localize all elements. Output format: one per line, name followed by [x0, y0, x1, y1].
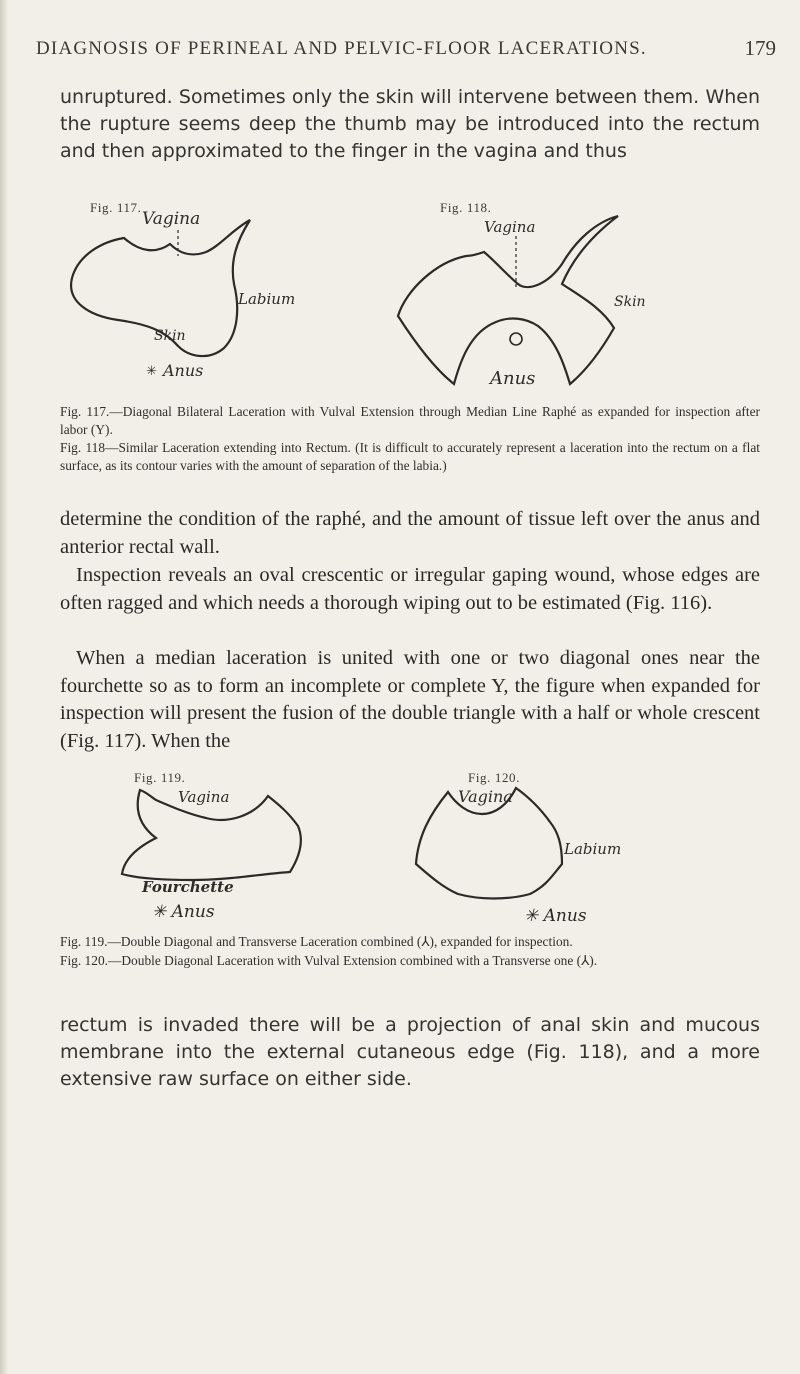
paragraph-2: determine the condition of the raphé, and the amount of tissue left over the anus and anterior rectal wall. [60, 508, 760, 558]
fig-119-anus-text: Anus [171, 902, 215, 922]
fig-118-label: Fig. 118. [440, 200, 492, 215]
fig-117-labium-text: Labium [238, 290, 296, 308]
fig-119-caption: Fig. 119.—Double Diagonal and Transverse Laceration combined (⅄), expanded for inspection. [60, 934, 573, 949]
fig-120-diagram [412, 786, 652, 906]
fig-118-caption: Fig. 118—Similar Laceration extending into Rectum. (It is difficult to accurately represent a laceration into the rectum on a flat surface, as its contour varies with the amount of separation of the labia.) [60, 440, 760, 473]
fig-118-anal-opening [510, 333, 522, 345]
fig-118-skin-text: Skin [614, 294, 646, 310]
fig-120-labium-text: Labium [564, 840, 622, 858]
fig-117-diagram [60, 209, 360, 402]
fig-117-label: Fig. 117. [90, 200, 142, 215]
paragraph-1: unruptured. Sometimes only the skin will intervene between them. When the rupture seems deep the thumb may be introduced into the rectum and then approximated to the finger in the vagina and thus [60, 86, 760, 162]
fig-119-label: Fig. 119. [134, 770, 186, 785]
fig-118-diagram [396, 212, 696, 402]
fig-119-anus-star-icon: ✳ [152, 902, 167, 922]
fig-117-skin-text: Skin [154, 328, 186, 344]
fig-120-anus-star-icon: ✳ [524, 906, 539, 926]
fig-120-anus-group [524, 906, 587, 926]
running-title: DIAGNOSIS OF PERINEAL AND PELVIC-FLOOR LACERATIONS. [36, 38, 647, 59]
paragraph-4: When a median laceration is united with one or two diagonal ones near the fourchette so as to form an incomplete or complete Y, the figure when expanded for inspection will present the fusion of the double triangle with a half or whole crescent (Fig. 117). When the [60, 647, 760, 752]
fig-120-anus-text: Anus [543, 906, 587, 926]
paragraph-5: rectum is invaded there will be a projection of anal skin and mucous membrane into the external cutaneous edge (Fig. 118), and a more extensive raw surface on either side. [60, 1014, 760, 1090]
fig-119-vagina-text: Vagina [178, 788, 230, 806]
fig-119-diagram [100, 786, 340, 896]
page-edge-shadow [0, 0, 8, 1374]
fig-118-outline [398, 216, 618, 384]
fig-120-caption: Fig. 120.—Double Diagonal Laceration with Vulval Extension combined with a Transverse one (⅄). [60, 953, 598, 968]
fig-117-vagina-text: Vagina [142, 209, 201, 229]
fig-120-label: Fig. 120. [468, 770, 520, 785]
page-number: 179 [744, 36, 776, 60]
fig-120-vagina-text: Vagina [458, 787, 513, 806]
fig-119-anus-group [152, 902, 215, 922]
fig-118-vagina-text: Vagina [484, 218, 536, 236]
fig-118-anus-text: Anus [490, 368, 536, 389]
running-head [36, 38, 776, 60]
fig-117-caption: Fig. 117.—Diagonal Bilateral Laceration with Vulval Extension through Median Line Raphé as expanded for inspection after labor (Y). [60, 404, 760, 437]
paragraph-3: Inspection reveals an oval crescentic or irregular gaping wound, whose edges are often ragged and which needs a thorough wiping out to be estimated (Fig. 116). [60, 564, 760, 614]
fig-117-anus-text: Anus [163, 361, 204, 380]
fig-119-fourchette-text: Fourchette [142, 878, 234, 896]
fig-117-anus-star-icon: ✳ [146, 363, 157, 378]
